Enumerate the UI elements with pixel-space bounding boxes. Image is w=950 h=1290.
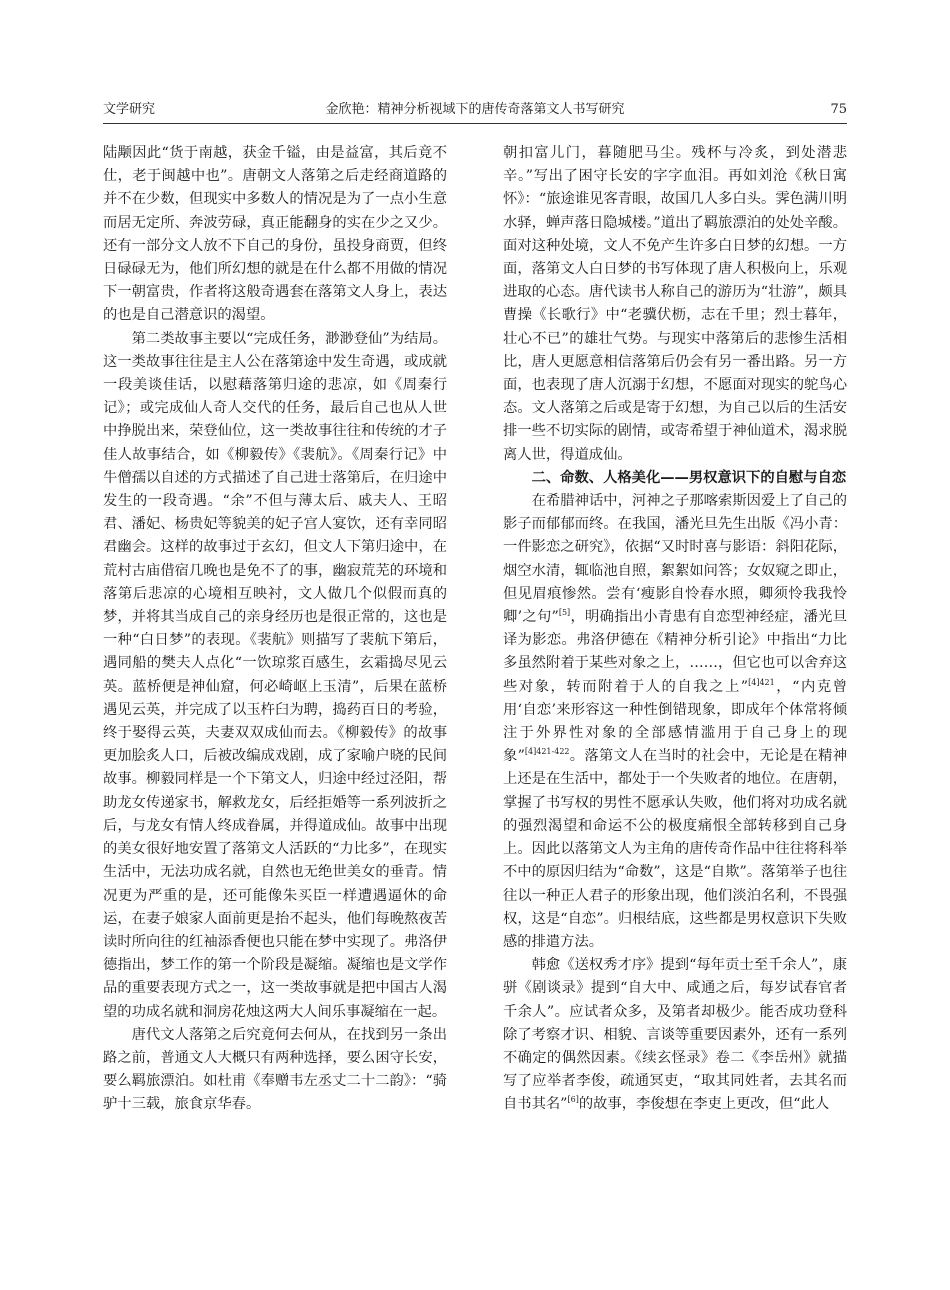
- text-run: ，“内克曾用‘自恋’来形容这一种性倒错现象，即成年个体常将倾注于外界性对象的全部感情滥用于自己身上的现象”: [503, 678, 847, 765]
- paragraph: 朝扣富儿门，暮随肥马尘。残杯与冷炙，到处潜悲辛。”写出了困守长安的字字血泪。再如刘沧《秋日寓怀》：“旅途谁见客青眼，故国几人多白头。霁色满川明水驿，蝉声落日隐城楼。”道出了羁旅漂泊的处处辛酸。面对这种处境，文人不免产生许多白日梦的幻想。一方面，落第文人白日梦的书写体现了唐人积极向上，乐观进取的心态。唐代读书人称自己的游历为“壮游”，颇具曹操《长歌行》中“老骥伏枥，志在千里；烈士暮年，壮心不已”的雄壮气势。与现实中落第后的悲惨生活相比，唐人更愿意相信落第后仍会有另一番出路。另一方面，也表现了唐人沉溺于幻想，不愿面对现实的鸵鸟心态。文人落第之后或是寄于幻想，为自己以后的生活安排一些不切实际的剧情，或寄希望于神仙道术，渴求脱离人世，得道成仙。: [503, 145, 847, 463]
- section-heading: 二、命数、人格美化——男权意识下的自慰与自恋: [531, 469, 847, 486]
- paragraph: [503, 954, 847, 1116]
- text-run: 。落第文人在当时的社会中，无论是在精神上还是在生活中，都处于一个失败者的地位。在唐朝，掌握了书写权的男性不愿承认失败，他们将对功成名就的强烈渴望和命运不公的极度痛恨全部转移到自己身上。因此以落第文人为主角的唐传奇作品中往往将科举不中的原因归结为“命数”，这是“自欺”。落第举子也往往以一种正人君子的形象出现，他们淡泊名利，不畏强权，这是“自恋”。归根结底，这些都是男权意识下失败感的排遣方法。: [503, 748, 848, 950]
- text-run: 的故事，李俊想在李吏上更改，但“此人: [578, 1096, 830, 1113]
- page-number: 75: [830, 102, 847, 117]
- running-title: 金欣艳：精神分析视域下的唐传奇落第文人书写研究: [325, 102, 625, 117]
- citation: [5]: [558, 608, 571, 618]
- text-run: 韩愈《送权秀才序》提到“每年贡士至千余人”，康骈《剧谈录》提到“自大中、咸通之后，每岁试春官者千余人”。应试者众多，及第者却极少。能否成功登科除了考察才识、相貌、言谈等重要因素外，还有一系列不确定的偶然因素。《续玄怪录》卷二《李岳州》就描写了应举者李俊，疏通冥吏，“取其同姓者，去其名而自书其名”: [503, 957, 847, 1113]
- header-rule: [103, 123, 847, 124]
- journal-section: 文学研究: [103, 102, 156, 117]
- citation: [4]421: [748, 677, 775, 687]
- text-run: 在希腊神话中，河神之子那喀索斯因爱上了自己的影子而郁郁而终。在我国，潘光旦先生出版《冯小青：一件影恋之研究》，依据“又时时喜与影语：斜阳花际，烟空水清，辄临池自照，絮絮如问答；女奴窥之即止，但见眉痕惨然。尝有‘瘦影自怜春水照，卿须怜我我怜卿’之句”: [503, 493, 847, 626]
- right-column: [503, 142, 847, 1117]
- left-column: [103, 142, 447, 1117]
- paragraph: 唐代文人落第之后究竟何去何从，在找到另一条出路之前，普通文人大概只有两种选择，要么困守长安，要么羁旅漂泊。如杜甫《奉赠韦左丞丈二十二韵》：“骑驴十三载，旅食京华春。: [103, 1026, 447, 1113]
- running-header: [103, 99, 847, 121]
- paragraph: 陆颙因此“货于南越，获金千镒，由是益富，其后竟不仕，老于闽越中也”。唐朝文人落第之后走经商道路的并不在少数，但现实中多数人的情况是为了一点小生意而居无定所、奔波劳碌，真正能翻身的实在少之又少。还有一部分文人放不下自己的身份，虽投身商贾，但终日碌碌无为，他们所幻想的就是在什么都不用做的情况下一朝富贵，作者将这般奇遇套在落第文人身上，表达的也是自己潜意识的渴望。: [103, 145, 447, 324]
- citation: [6]: [567, 1095, 579, 1105]
- paragraph: [503, 490, 847, 954]
- citation: [4]421-422: [524, 747, 570, 757]
- text-run: ，明确指出小青患有自恋型神经症，潘光旦译为影恋。弗洛伊德在《精神分析引论》中指出“力比多虽然附着于某些对象之上，……，但它也可以舍弃这些对象，转而附着于人的自我之上”: [503, 609, 848, 695]
- paragraph: 第二类故事主要以“完成任务，渺渺登仙”为结局。这一类故事往往是主人公在落第途中发生奇遇，或成就一段美谈佳话，以慰藉落第归途的悲凉，如《周秦行记》；或完成仙人奇人交代的任务，最后自己也从人世中挣脱出来，荣登仙位，这一类故事往往和传统的才子佳人故事结合，如《柳毅传》《裴航》。《周秦行记》中牛僧孺以自述的方式描述了自己进士落第后，在归途中发生的一段奇遇。“余”不但与薄太后、戚夫人、王昭君、潘妃、杨贵妃等貌美的妃子宫人宴饮，还有幸同昭君幽会。这样的故事过于玄幻，但文人下第归途中，在荒村古庙借宿几晚也是免不了的事，幽寂荒芜的环境和落第后悲凉的心境相互映衬，文人做几个似假而真的梦，并将其当成自己的亲身经历也是很正常的，这也是一种“白日梦”的表现。《裴航》则描写了裴航下第后，遇同船的樊夫人点化“一饮琼浆百感生，玄霜捣尽见云英。蓝桥便是神仙窟，何必崎岖上玉清”，后果在蓝桥遇见云英，并完成了以玉杵臼为聘，捣药百日的考验，终于娶得云英，夫妻双双成仙而去。《柳毅传》的故事更加脍炙人口，后被改编成戏剧，成了家喻户晓的民间故事。柳毅同样是一个下第文人，归途中经过泾阳，帮助龙女传递家书，解救龙女，后经拒婚等一系列波折之后，与龙女有情人终成眷属，并得道成仙。故事中出现的美女很好地安置了落第文人活跃的“力比多”，在现实生活中，无法功成名就，自然也无绝世美女的垂青。情况更为严重的是，还可能像朱买臣一样遭遇逼休的命运，在妻子娘家人面前更是抬不起头，他们每晚熬夜苦读时所向往的红袖添香便也只能在梦中实现了。弗洛伊德指出，梦工作的第一个阶段是凝缩。凝缩也是文学作品的重要表现方式之一，这一类故事就是把中国古人渴望的功成名就和洞房花烛这两大人间乐事凝缩在一起。: [103, 330, 447, 1020]
